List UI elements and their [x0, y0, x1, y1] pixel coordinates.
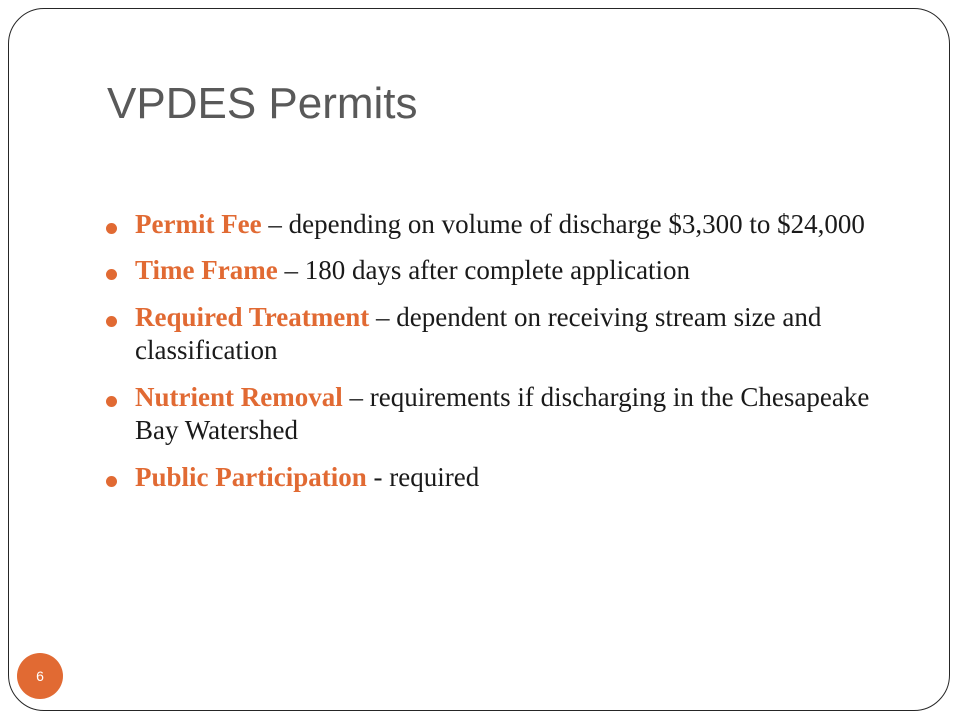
- bullet-item-permit-fee: [106, 208, 886, 241]
- bullet-term: Permit Fee: [135, 209, 262, 239]
- bullet-item-time-frame: [106, 254, 886, 287]
- bullet-text: – dependent on receiving stream size and classification: [135, 301, 822, 366]
- bullet-item-required-treatment: [106, 301, 886, 368]
- bullet-item-nutrient-removal: [106, 381, 886, 448]
- bullet-text: – depending on volume of discharge $3,300 to $24,000: [261, 209, 865, 239]
- bullet-dot-icon: [106, 316, 117, 327]
- slide-title: VPDES Permits: [107, 79, 418, 128]
- bullet-text: – 180 days after complete application: [277, 255, 691, 286]
- bullet-dot-icon: [106, 269, 117, 280]
- bullet-term: Nutrient Removal: [135, 381, 343, 412]
- bullet-list: [106, 208, 886, 507]
- bullet-term: Public Participation: [135, 461, 367, 492]
- bullet-text: - required: [366, 461, 480, 492]
- bullet-dot-icon: [106, 223, 117, 234]
- bullet-item-public-participation: [106, 461, 886, 494]
- bullet-text: – requirements if discharging in the Chesapeake Bay Watershed: [135, 381, 870, 446]
- bullet-dot-icon: [106, 476, 117, 487]
- bullet-term: Required Treatment: [135, 301, 370, 332]
- page-number-badge: 6: [17, 653, 63, 699]
- bullet-dot-icon: [106, 396, 117, 407]
- bullet-term: Time Frame: [135, 255, 278, 286]
